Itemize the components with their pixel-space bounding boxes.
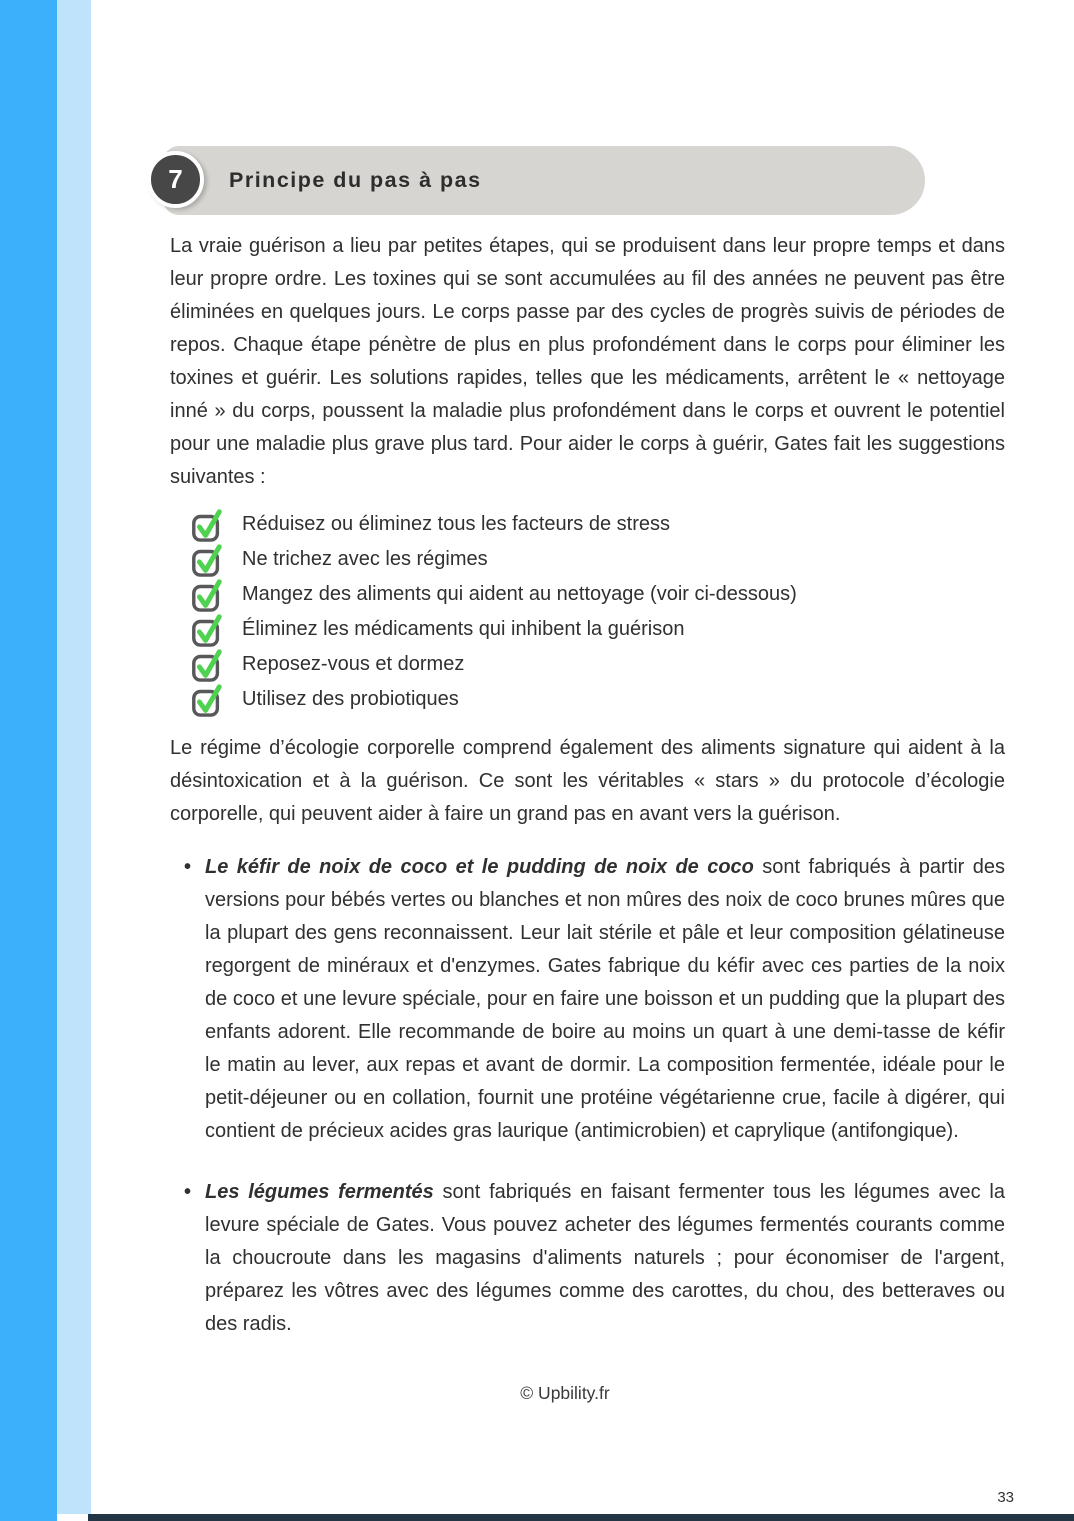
checklist-item-label: Éliminez les médicaments qui inhibent la guérison [242,618,685,640]
checkbox-checked-icon [190,613,224,647]
intro-paragraph: La vraie guérison a lieu par petites étapes, qui se produisent dans leur propre temps et dans leur propre ordre. Les toxines qui se sont accumulées au fil des années ne peuvent pas être éliminées en quelques jours. Le corps passe par des cycles de progrès suivis de périodes de repos. Chaque étape pénètre de plus en plus profondément dans le corps pour éliminer les toxines et guérir. Les solutions rapides, telles que les médicaments, arrêtent le « nettoyage inné » du corps, poussent la maladie plus profondément dans le corps et ouvrent le potentiel pour une maladie plus grave plus tard. Pour aider le corps à guérir, Gates fait les suggestions suivantes : [170,235,1005,488]
checkbox-checked-icon [190,543,224,577]
checklist-item-label: Réduisez ou éliminez tous les facteurs de stress [242,513,670,535]
checklist-item-label: Mangez des aliments qui aident au nettoyage (voir ci-dessous) [242,583,797,605]
checkbox-checked-icon [190,578,224,612]
checklist-item-label: Utilisez des probiotiques [242,688,459,710]
bullet-item-legumes [170,1176,1005,1341]
bullet-body [205,851,1005,1148]
bottom-edge-strip [88,1514,1074,1521]
bullet-body [205,1176,1005,1341]
bullet-marker: • [184,1181,192,1203]
bullet-text: sont fabriqués en faisant fermenter tous les légumes avec la levure spéciale de Gates. Vous pouvez acheter des légumes fermentés courants comme la choucroute dans les magasins d'aliments naturels ; pour économiser de l'argent, préparez les vôtres avec des légumes comme des carottes, du chou, des betteraves ou des radis. [205,1181,1005,1335]
bullet-item-kefir [170,851,1005,1148]
checkbox-checked-icon [190,508,224,542]
checklist-item [190,507,1005,542]
signature-foods-paragraph: Le régime d’écologie corporelle comprend également des aliments signature qui aident à la désintoxication et à la guérison. Ce sont les véritables « stars » du protocole d’écologie corporelle, qui peuvent aider à faire un grand pas en avant vers la guérison. [170,737,1005,825]
checklist [190,507,1005,717]
page-title: Principe du pas à pas [229,168,482,192]
checklist-item [190,577,1005,612]
bullet-list [170,851,1005,1341]
checklist-item-label: Reposez-vous et dormez [242,653,465,675]
checklist-item [190,612,1005,647]
checkbox-checked-icon [190,683,224,717]
bullet-text: sont fabriqués à partir des versions pour bébés vertes ou blanches et non mûres des noix de coco brunes mûres que la plupart des gens reconnaissent. Leur lait stérile et pâle et leur composition gélatineuse regorgent de minéraux et d'enzymes. Gates fabrique du kéfir avec ces parties de la noix de coco et une levure spéciale, pour en faire une boisson et un pudding que la plupart des enfants adorent. Elle recommande de boire au moins un quart à une demi-tasse de kéfir le matin au lever, aux repas et avant de dormir. La composition fermentée, idéale pour le petit-déjeuner ou en collation, fournit une protéine végétarienne crue, facile à digérer, qui contient de précieux acides gras laurique (antimicrobien) et caprylique (antifongique). [205,856,1006,1142]
bullet-marker: • [184,856,192,878]
checklist-item-label: Ne trichez avec les régimes [242,548,488,570]
bullet-lead: Les légumes fermentés [205,1181,434,1203]
bullet-lead: Le kéfir de noix de coco et le pudding de noix de coco [205,856,754,878]
left-accent-bar-light [57,0,91,1514]
checkbox-checked-icon [190,648,224,682]
section-header [163,146,925,215]
page-content [170,0,1005,1404]
section-number-badge [147,151,204,208]
left-accent-bar [0,0,57,1521]
checklist-item [190,647,1005,682]
checklist-item [190,682,1005,717]
section-number: 7 [168,164,183,194]
footer-credit: © Upbility.fr [520,1383,610,1403]
checklist-item [190,542,1005,577]
page-number: 33 [997,1489,1014,1506]
